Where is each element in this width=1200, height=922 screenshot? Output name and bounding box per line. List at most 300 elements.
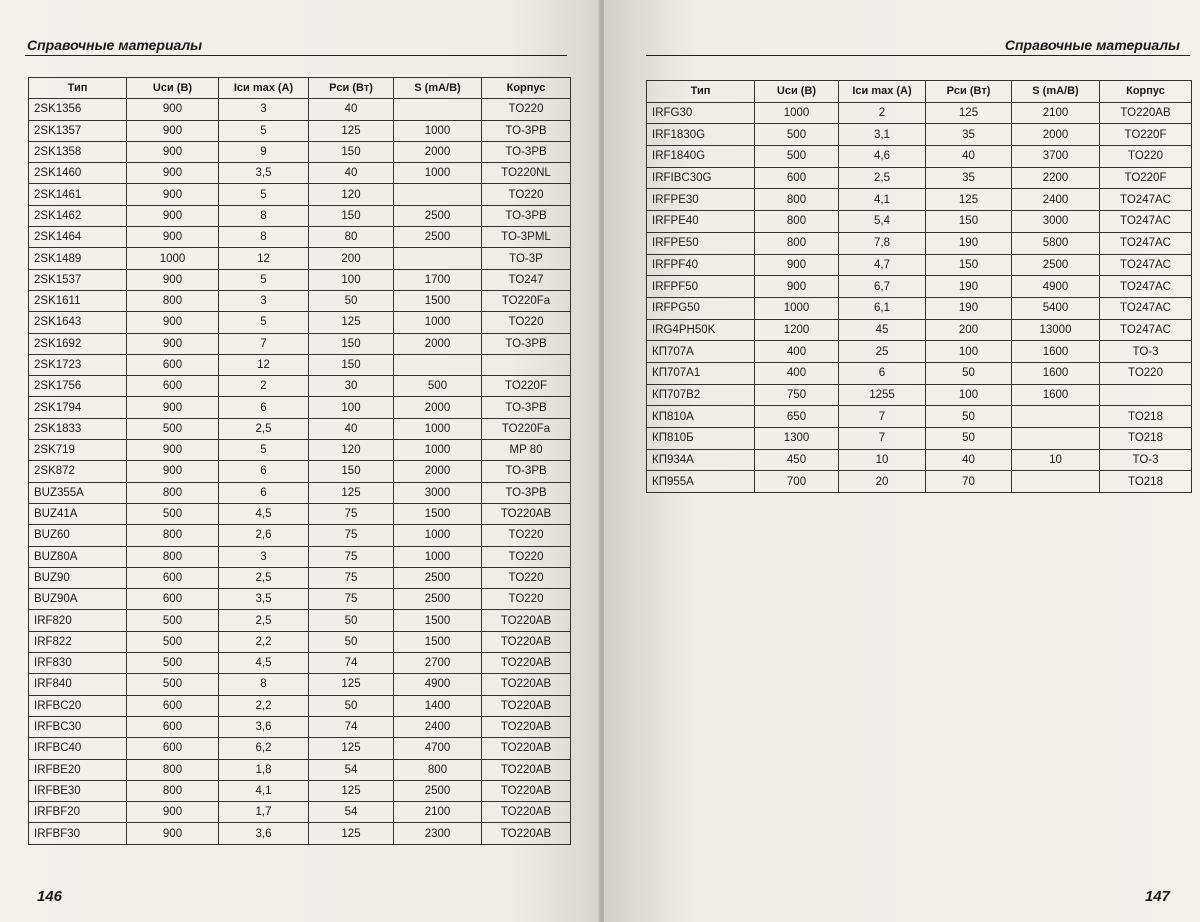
cell-package: TO-3PB xyxy=(482,120,571,141)
cell-transconductance: 13000 xyxy=(1012,319,1100,341)
cell-power: 40 xyxy=(309,418,394,439)
cell-voltage: 900 xyxy=(127,120,219,141)
cell-current: 1,8 xyxy=(219,759,309,780)
table-row xyxy=(29,312,571,333)
cell-type: 2SK719 xyxy=(29,440,127,461)
cell-transconductance: 2500 xyxy=(394,780,482,801)
cell-power: 100 xyxy=(926,384,1012,406)
cell-voltage: 500 xyxy=(127,653,219,674)
cell-package: TO247AC xyxy=(1100,189,1192,211)
table-row xyxy=(29,376,571,397)
cell-current: 2 xyxy=(839,102,926,124)
cell-voltage: 1300 xyxy=(755,428,839,450)
cell-transconductance: 1700 xyxy=(394,269,482,290)
cell-power: 150 xyxy=(309,461,394,482)
table-row xyxy=(647,341,1192,363)
left-header-rule xyxy=(25,55,567,56)
right-spec-table xyxy=(646,80,1192,493)
cell-power: 125 xyxy=(309,482,394,503)
table-header-row xyxy=(29,78,571,99)
cell-voltage: 900 xyxy=(127,269,219,290)
cell-package: TO-3P xyxy=(482,248,571,269)
cell-type: IRFPF50 xyxy=(647,276,755,298)
table-row xyxy=(647,189,1192,211)
cell-voltage: 900 xyxy=(127,99,219,120)
table-row xyxy=(647,406,1192,428)
cell-transconductance: 800 xyxy=(394,759,482,780)
cell-power: 40 xyxy=(926,449,1012,471)
column-header: S (mA/B) xyxy=(394,78,482,99)
cell-current: 20 xyxy=(839,471,926,493)
cell-transconductance: 1000 xyxy=(394,163,482,184)
table-row xyxy=(29,205,571,226)
cell-voltage: 600 xyxy=(127,589,219,610)
cell-package: TO247 xyxy=(482,269,571,290)
cell-transconductance: 1000 xyxy=(394,312,482,333)
table-row xyxy=(647,428,1192,450)
cell-current: 2,2 xyxy=(219,631,309,652)
cell-voltage: 800 xyxy=(127,290,219,311)
cell-transconductance xyxy=(1012,406,1100,428)
cell-current: 7 xyxy=(839,428,926,450)
cell-type: КП955А xyxy=(647,471,755,493)
cell-power: 150 xyxy=(926,211,1012,233)
cell-type: IRF830 xyxy=(29,653,127,674)
cell-current: 3,6 xyxy=(219,716,309,737)
cell-package: TO220 xyxy=(482,99,571,120)
cell-type: IRFBF20 xyxy=(29,802,127,823)
cell-transconductance: 2500 xyxy=(394,589,482,610)
cell-voltage: 1000 xyxy=(755,297,839,319)
cell-transconductance: 4900 xyxy=(1012,276,1100,298)
cell-package: TO220AB xyxy=(482,823,571,844)
cell-current: 1255 xyxy=(839,384,926,406)
cell-current: 7,8 xyxy=(839,232,926,254)
cell-package: TO220 xyxy=(482,312,571,333)
cell-type: IRF820 xyxy=(29,610,127,631)
cell-type: 2SK1611 xyxy=(29,290,127,311)
cell-package: TO220Fa xyxy=(482,418,571,439)
column-header: Тип xyxy=(29,78,127,99)
table-row xyxy=(647,384,1192,406)
cell-type: BUZ90A xyxy=(29,589,127,610)
cell-transconductance: 1500 xyxy=(394,290,482,311)
table-row xyxy=(29,589,571,610)
cell-voltage: 500 xyxy=(755,124,839,146)
cell-transconductance: 2400 xyxy=(394,716,482,737)
table-row xyxy=(647,232,1192,254)
cell-current: 4,1 xyxy=(219,780,309,801)
cell-voltage: 600 xyxy=(127,376,219,397)
cell-power: 35 xyxy=(926,167,1012,189)
cell-current: 10 xyxy=(839,449,926,471)
cell-type: 2SK1462 xyxy=(29,205,127,226)
table-row xyxy=(647,471,1192,493)
cell-current: 7 xyxy=(219,333,309,354)
cell-transconductance xyxy=(1012,428,1100,450)
cell-transconductance xyxy=(394,354,482,375)
cell-type: 2SK1464 xyxy=(29,227,127,248)
cell-power: 125 xyxy=(926,102,1012,124)
cell-current: 3 xyxy=(219,546,309,567)
right-page-number: 147 xyxy=(1144,888,1170,905)
cell-power: 120 xyxy=(309,440,394,461)
table-row xyxy=(29,503,571,524)
cell-transconductance: 2100 xyxy=(1012,102,1100,124)
cell-transconductance: 2500 xyxy=(394,567,482,588)
cell-power: 150 xyxy=(309,333,394,354)
table-row xyxy=(29,546,571,567)
cell-transconductance: 3000 xyxy=(1012,211,1100,233)
column-header: Рси (Вт) xyxy=(309,78,394,99)
table-row xyxy=(29,482,571,503)
cell-transconductance: 1500 xyxy=(394,631,482,652)
table-row xyxy=(29,248,571,269)
cell-voltage: 800 xyxy=(755,211,839,233)
cell-power: 190 xyxy=(926,276,1012,298)
cell-package: TO220 xyxy=(1100,362,1192,384)
cell-package xyxy=(1100,384,1192,406)
cell-package: TO220AB xyxy=(482,695,571,716)
cell-transconductance: 2000 xyxy=(1012,124,1100,146)
cell-voltage: 800 xyxy=(127,525,219,546)
cell-current: 6,7 xyxy=(839,276,926,298)
table-row xyxy=(29,716,571,737)
table-row xyxy=(29,418,571,439)
table-row xyxy=(29,397,571,418)
cell-power: 50 xyxy=(926,362,1012,384)
cell-package: TO220F xyxy=(1100,124,1192,146)
cell-current: 5 xyxy=(219,312,309,333)
cell-transconductance: 2500 xyxy=(394,227,482,248)
cell-voltage: 500 xyxy=(127,503,219,524)
cell-type: IRF1830G xyxy=(647,124,755,146)
cell-voltage: 500 xyxy=(127,418,219,439)
cell-package: TO220AB xyxy=(482,610,571,631)
cell-package: TO247AC xyxy=(1100,297,1192,319)
cell-type: IRFBE20 xyxy=(29,759,127,780)
cell-voltage: 650 xyxy=(755,406,839,428)
cell-transconductance xyxy=(394,99,482,120)
table-row xyxy=(29,120,571,141)
cell-package: TO220AB xyxy=(1100,102,1192,124)
table-row xyxy=(29,631,571,652)
cell-package: TO247AC xyxy=(1100,276,1192,298)
cell-package: TO220AB xyxy=(482,674,571,695)
cell-power: 50 xyxy=(309,631,394,652)
cell-type: IRFPG50 xyxy=(647,297,755,319)
cell-package: TO-3PB xyxy=(482,141,571,162)
cell-power: 200 xyxy=(926,319,1012,341)
table-row xyxy=(647,276,1192,298)
cell-voltage: 600 xyxy=(127,695,219,716)
table-row xyxy=(647,102,1192,124)
cell-type: IRFPE40 xyxy=(647,211,755,233)
cell-type: 2SK1692 xyxy=(29,333,127,354)
table-row xyxy=(29,567,571,588)
cell-package: MP 80 xyxy=(482,440,571,461)
cell-voltage: 700 xyxy=(755,471,839,493)
cell-package: TO220AB xyxy=(482,759,571,780)
cell-power: 100 xyxy=(309,269,394,290)
table-row xyxy=(647,254,1192,276)
cell-transconductance xyxy=(394,184,482,205)
cell-current: 25 xyxy=(839,341,926,363)
cell-current: 6,1 xyxy=(839,297,926,319)
cell-voltage: 900 xyxy=(127,823,219,844)
cell-voltage: 750 xyxy=(755,384,839,406)
cell-current: 4,5 xyxy=(219,653,309,674)
cell-current: 2 xyxy=(219,376,309,397)
table-row xyxy=(29,290,571,311)
cell-current: 9 xyxy=(219,141,309,162)
cell-voltage: 800 xyxy=(127,759,219,780)
cell-current: 2,5 xyxy=(839,167,926,189)
cell-current: 3,5 xyxy=(219,589,309,610)
cell-power: 50 xyxy=(309,290,394,311)
cell-power: 74 xyxy=(309,716,394,737)
cell-power: 75 xyxy=(309,589,394,610)
cell-current: 5,4 xyxy=(839,211,926,233)
cell-current: 3,6 xyxy=(219,823,309,844)
cell-package: TO-3PB xyxy=(482,333,571,354)
table-row xyxy=(647,211,1192,233)
table-row xyxy=(647,319,1192,341)
table-row xyxy=(647,167,1192,189)
cell-power: 125 xyxy=(309,312,394,333)
cell-power: 54 xyxy=(309,802,394,823)
cell-package: TO220AB xyxy=(482,653,571,674)
cell-current: 4,6 xyxy=(839,146,926,168)
table-row xyxy=(647,297,1192,319)
cell-current: 12 xyxy=(219,248,309,269)
cell-package: TO-3 xyxy=(1100,341,1192,363)
cell-package: TO-3PB xyxy=(482,482,571,503)
table-row xyxy=(29,525,571,546)
cell-current: 6,2 xyxy=(219,738,309,759)
table-row xyxy=(647,146,1192,168)
cell-type: IRFPE50 xyxy=(647,232,755,254)
cell-power: 125 xyxy=(309,738,394,759)
cell-voltage: 600 xyxy=(127,354,219,375)
cell-type: КП810Б xyxy=(647,428,755,450)
cell-current: 45 xyxy=(839,319,926,341)
cell-type: IRF1840G xyxy=(647,146,755,168)
cell-voltage: 1200 xyxy=(755,319,839,341)
cell-type: BUZ80A xyxy=(29,546,127,567)
cell-package: TO-3PB xyxy=(482,205,571,226)
table-row xyxy=(29,184,571,205)
cell-type: IRFBC20 xyxy=(29,695,127,716)
cell-package: TO220Fa xyxy=(482,290,571,311)
cell-current: 7 xyxy=(839,406,926,428)
cell-package: TO220AB xyxy=(482,631,571,652)
column-header: Корпус xyxy=(1100,81,1192,103)
cell-package: TO220 xyxy=(482,525,571,546)
cell-package: TO220AB xyxy=(482,503,571,524)
cell-voltage: 900 xyxy=(755,276,839,298)
cell-current: 3 xyxy=(219,99,309,120)
table-row xyxy=(29,269,571,290)
cell-transconductance: 1000 xyxy=(394,546,482,567)
cell-power: 75 xyxy=(309,503,394,524)
cell-type: IRF840 xyxy=(29,674,127,695)
cell-current: 3,1 xyxy=(839,124,926,146)
cell-package: TO220 xyxy=(1100,146,1192,168)
column-header: Iси max (А) xyxy=(839,81,926,103)
cell-type: 2SK1461 xyxy=(29,184,127,205)
cell-type: КП707В2 xyxy=(647,384,755,406)
cell-voltage: 900 xyxy=(127,397,219,418)
cell-voltage: 900 xyxy=(127,205,219,226)
cell-voltage: 900 xyxy=(127,440,219,461)
table-row xyxy=(29,461,571,482)
cell-voltage: 600 xyxy=(127,738,219,759)
cell-power: 80 xyxy=(309,227,394,248)
right-page xyxy=(604,0,1200,922)
cell-transconductance: 1400 xyxy=(394,695,482,716)
cell-type: IRG4PH50K xyxy=(647,319,755,341)
cell-voltage: 900 xyxy=(127,163,219,184)
cell-package xyxy=(482,354,571,375)
cell-transconductance xyxy=(394,248,482,269)
cell-current: 5 xyxy=(219,120,309,141)
table-row xyxy=(29,653,571,674)
cell-voltage: 800 xyxy=(755,189,839,211)
column-header: Рси (Вт) xyxy=(926,81,1012,103)
cell-voltage: 900 xyxy=(127,141,219,162)
cell-power: 150 xyxy=(309,141,394,162)
cell-voltage: 900 xyxy=(127,461,219,482)
table-row xyxy=(29,802,571,823)
cell-package: TO220AB xyxy=(482,802,571,823)
cell-transconductance: 3700 xyxy=(1012,146,1100,168)
table-row xyxy=(29,354,571,375)
cell-current: 8 xyxy=(219,205,309,226)
table-row xyxy=(29,695,571,716)
cell-power: 190 xyxy=(926,297,1012,319)
cell-type: 2SK1537 xyxy=(29,269,127,290)
cell-current: 3,5 xyxy=(219,163,309,184)
cell-package: TO220 xyxy=(482,589,571,610)
cell-voltage: 800 xyxy=(127,780,219,801)
table-row xyxy=(647,449,1192,471)
cell-current: 6 xyxy=(219,461,309,482)
cell-current: 1,7 xyxy=(219,802,309,823)
cell-transconductance: 10 xyxy=(1012,449,1100,471)
cell-transconductance: 2000 xyxy=(394,333,482,354)
cell-type: КП810А xyxy=(647,406,755,428)
cell-transconductance: 2100 xyxy=(394,802,482,823)
cell-type: 2SK1794 xyxy=(29,397,127,418)
cell-current: 3 xyxy=(219,290,309,311)
table-row xyxy=(647,362,1192,384)
cell-type: BUZ355A xyxy=(29,482,127,503)
left-page-header: Справочные материалы xyxy=(27,37,203,53)
table-row xyxy=(29,674,571,695)
cell-type: КП934А xyxy=(647,449,755,471)
cell-power: 75 xyxy=(309,525,394,546)
cell-transconductance: 1000 xyxy=(394,418,482,439)
cell-transconductance: 4900 xyxy=(394,674,482,695)
cell-type: IRFBC40 xyxy=(29,738,127,759)
cell-power: 70 xyxy=(926,471,1012,493)
left-page-number: 146 xyxy=(37,888,63,905)
cell-type: BUZ41A xyxy=(29,503,127,524)
cell-package: TO-3PML xyxy=(482,227,571,248)
cell-type: IRF822 xyxy=(29,631,127,652)
cell-power: 30 xyxy=(309,376,394,397)
cell-type: 2SK1460 xyxy=(29,163,127,184)
cell-transconductance: 1500 xyxy=(394,610,482,631)
cell-voltage: 900 xyxy=(755,254,839,276)
cell-type: КП707А xyxy=(647,341,755,363)
cell-package: TO220 xyxy=(482,546,571,567)
cell-power: 125 xyxy=(309,780,394,801)
cell-power: 120 xyxy=(309,184,394,205)
cell-transconductance: 2700 xyxy=(394,653,482,674)
cell-type: IRFIBC30G xyxy=(647,167,755,189)
cell-package: TO220 xyxy=(482,184,571,205)
cell-power: 40 xyxy=(926,146,1012,168)
cell-current: 6 xyxy=(219,397,309,418)
cell-current: 2,2 xyxy=(219,695,309,716)
cell-voltage: 600 xyxy=(127,716,219,737)
cell-current: 6 xyxy=(219,482,309,503)
table-row xyxy=(29,780,571,801)
column-header: S (mA/B) xyxy=(1012,81,1100,103)
cell-transconductance: 2300 xyxy=(394,823,482,844)
cell-power: 50 xyxy=(309,695,394,716)
table-row xyxy=(29,227,571,248)
column-header: Uси (В) xyxy=(127,78,219,99)
table-row xyxy=(29,610,571,631)
cell-type: 2SK1756 xyxy=(29,376,127,397)
cell-package: TO220AB xyxy=(482,738,571,759)
cell-current: 8 xyxy=(219,674,309,695)
table-row xyxy=(647,124,1192,146)
cell-power: 75 xyxy=(309,546,394,567)
cell-package: TO247AC xyxy=(1100,319,1192,341)
cell-current: 2,6 xyxy=(219,525,309,546)
cell-transconductance: 1000 xyxy=(394,120,482,141)
cell-package: TO218 xyxy=(1100,428,1192,450)
cell-transconductance: 2000 xyxy=(394,397,482,418)
cell-package: TO247AC xyxy=(1100,211,1192,233)
cell-transconductance: 4700 xyxy=(394,738,482,759)
cell-transconductance: 2400 xyxy=(1012,189,1100,211)
cell-transconductance: 1500 xyxy=(394,503,482,524)
cell-transconductance: 2000 xyxy=(394,461,482,482)
cell-voltage: 1000 xyxy=(127,248,219,269)
cell-power: 150 xyxy=(926,254,1012,276)
table-row xyxy=(29,163,571,184)
cell-package: TO247AC xyxy=(1100,232,1192,254)
cell-transconductance: 5400 xyxy=(1012,297,1100,319)
cell-power: 190 xyxy=(926,232,1012,254)
cell-type: IRFG30 xyxy=(647,102,755,124)
cell-package: TO218 xyxy=(1100,406,1192,428)
cell-voltage: 900 xyxy=(127,312,219,333)
right-header-rule xyxy=(646,55,1190,56)
cell-type: 2SK1489 xyxy=(29,248,127,269)
cell-transconductance: 1000 xyxy=(394,525,482,546)
cell-current: 12 xyxy=(219,354,309,375)
cell-power: 40 xyxy=(309,163,394,184)
cell-current: 4,7 xyxy=(839,254,926,276)
cell-voltage: 500 xyxy=(127,631,219,652)
cell-package: TO220AB xyxy=(482,716,571,737)
